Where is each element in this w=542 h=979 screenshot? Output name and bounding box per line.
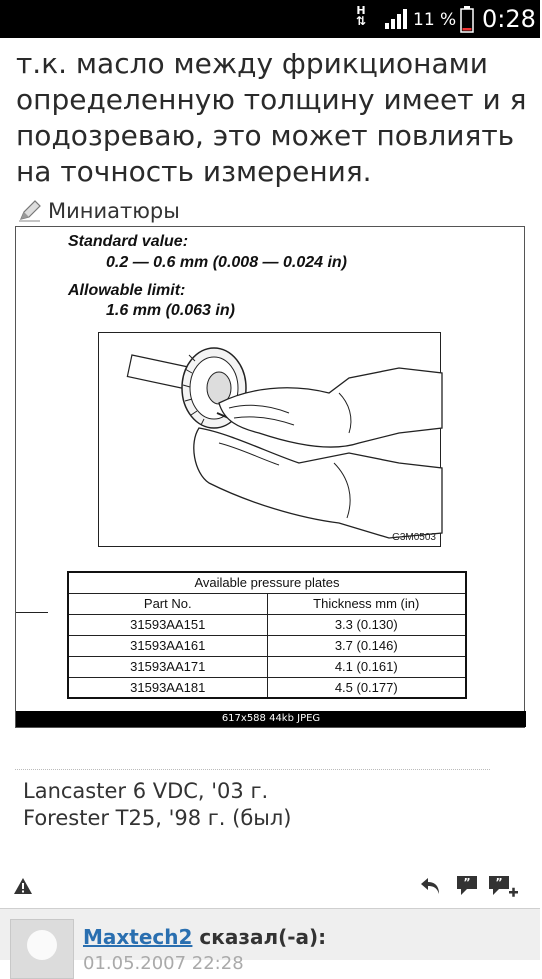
author-said: сказал(-а):	[199, 925, 327, 949]
next-post-header	[0, 908, 540, 974]
svg-text:”: ”	[495, 876, 503, 889]
allowable-limit-label: Allowable limit:	[68, 282, 186, 299]
pressure-plates-table	[67, 571, 467, 699]
network-type-indicator: H ⇅	[356, 4, 367, 28]
thumbnails-header[interactable]	[18, 199, 180, 223]
table-row	[68, 614, 466, 635]
thumbnails-label: Миниатюры	[48, 199, 180, 223]
warning-icon[interactable]	[13, 877, 33, 895]
post-line: определенную толщину имеет и я	[16, 83, 527, 116]
clock: 0:28	[482, 5, 536, 33]
standard-value: 0.2 — 0.6 mm (0.008 — 0.024 in)	[106, 254, 348, 271]
signature-line: Lancaster 6 VDC, '03 г.	[23, 779, 269, 803]
signature-line: Forester T25, '98 г. (был)	[23, 806, 292, 830]
post-author	[83, 925, 326, 949]
post-date: 01.05.2007 22:28	[83, 953, 244, 974]
post-line: т.к. масло между фрикционами	[16, 47, 488, 80]
table-title-row	[68, 572, 466, 593]
standard-value-label: Standard value:	[68, 233, 189, 250]
post-line: подозреваю, это может повлиять	[16, 119, 515, 152]
table-header: Part No.	[68, 593, 267, 614]
table-row	[68, 677, 466, 698]
image-caption: 617x588 44kb JPEG	[16, 711, 526, 727]
signature-divider	[15, 769, 490, 770]
quote-add-icon[interactable]	[487, 874, 521, 900]
figure-code: G3M0503	[392, 532, 436, 543]
post-body	[16, 26, 536, 190]
part-number: 31593AA151	[68, 614, 267, 635]
reply-icon[interactable]	[419, 874, 443, 898]
thickness: 3.3 (0.130)	[267, 614, 466, 635]
allowable-limit: 1.6 mm (0.063 in)	[106, 302, 235, 319]
table-title: Available pressure plates	[68, 572, 466, 593]
divider	[16, 612, 48, 613]
post-actions	[0, 872, 540, 902]
post-line: на точность измерения.	[16, 155, 372, 188]
svg-text:”: ”	[463, 876, 471, 889]
table-row	[68, 656, 466, 677]
pencil-icon	[18, 200, 42, 222]
thickness: 3.7 (0.146)	[267, 635, 466, 656]
author-link[interactable]: Maxtech2	[83, 925, 193, 949]
part-number: 31593AA181	[68, 677, 267, 698]
part-number: 31593AA161	[68, 635, 267, 656]
thickness: 4.5 (0.177)	[267, 677, 466, 698]
clutch-measurement-drawing	[99, 333, 442, 548]
table-row	[68, 635, 466, 656]
user-signature	[23, 778, 291, 832]
thickness: 4.1 (0.161)	[267, 656, 466, 677]
attached-image[interactable]	[15, 226, 525, 728]
quote-icon[interactable]	[455, 874, 481, 898]
table-header-row	[68, 593, 466, 614]
avatar[interactable]	[10, 919, 74, 979]
table-header: Thickness mm (in)	[267, 593, 466, 614]
measurement-illustration	[98, 332, 441, 547]
battery-percent: 11 %	[413, 10, 457, 30]
part-number: 31593AA171	[68, 656, 267, 677]
